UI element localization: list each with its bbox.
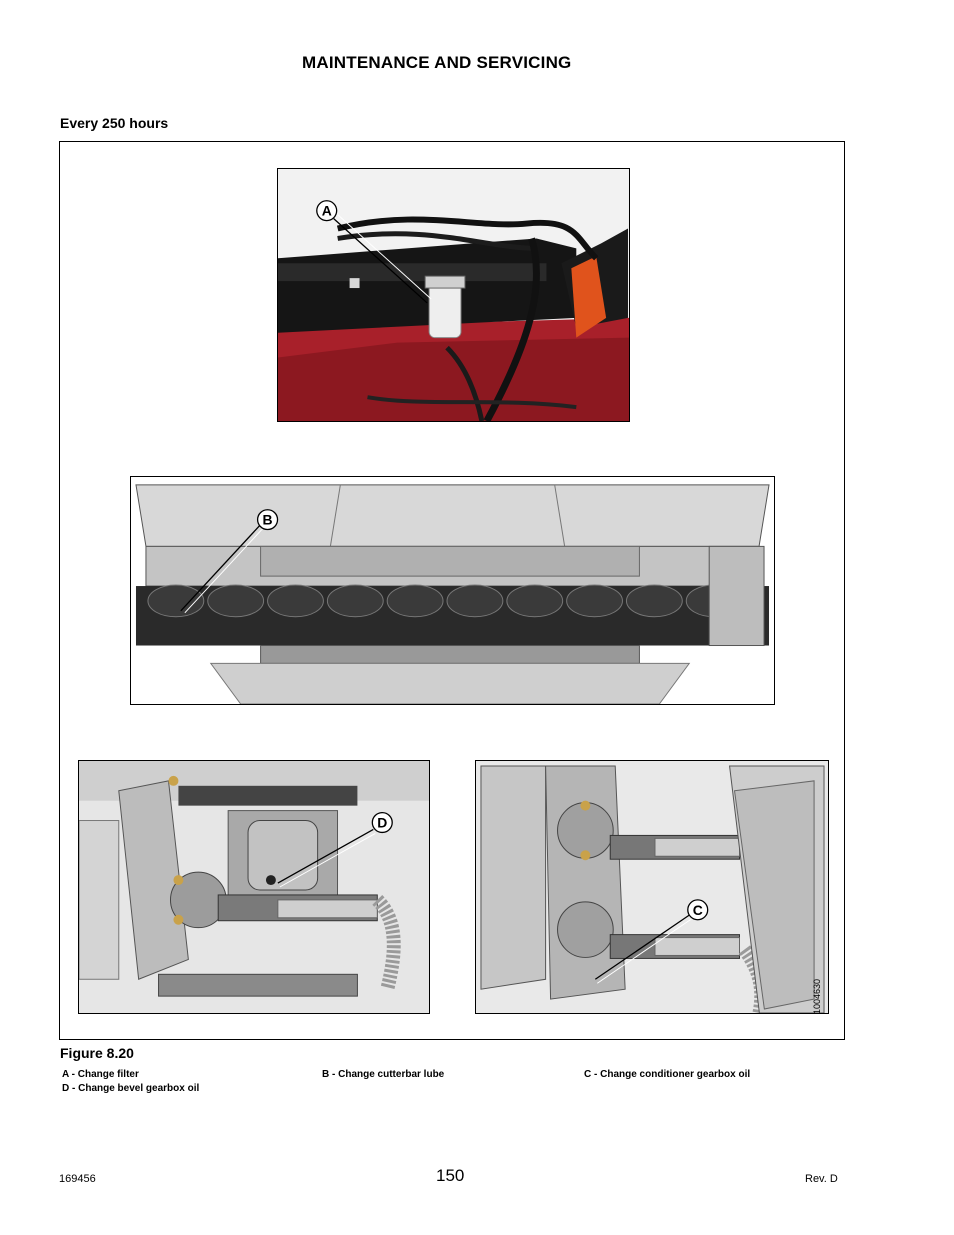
page-header-title: MAINTENANCE AND SERVICING xyxy=(302,53,572,72)
photo-conditioner-gearbox xyxy=(475,760,829,1014)
callout-d: D xyxy=(377,814,388,831)
photo-cutterbar xyxy=(130,476,775,705)
legend-item-c: C - Change conditioner gearbox oil xyxy=(584,1069,751,1080)
legend-item-d: D - Change bevel gearbox oil xyxy=(62,1083,200,1094)
section-title: Every 250 hours xyxy=(60,115,169,131)
callout-b: B xyxy=(262,511,273,528)
photo-filter xyxy=(277,168,630,422)
footer-revision: Rev. D xyxy=(805,1173,838,1185)
legend-item-b: B - Change cutterbar lube xyxy=(322,1069,445,1080)
photo-bevel-gearbox xyxy=(78,760,430,1014)
figure-caption: Figure 8.20 xyxy=(60,1045,134,1061)
legend-item-a: A - Change filter xyxy=(62,1069,139,1080)
footer-document-number: 169456 xyxy=(59,1173,96,1185)
footer-page-number: 150 xyxy=(436,1166,465,1185)
callout-c: C xyxy=(692,901,703,918)
callout-a: A xyxy=(321,202,332,219)
image-reference-number: 1004630 xyxy=(812,978,822,1014)
